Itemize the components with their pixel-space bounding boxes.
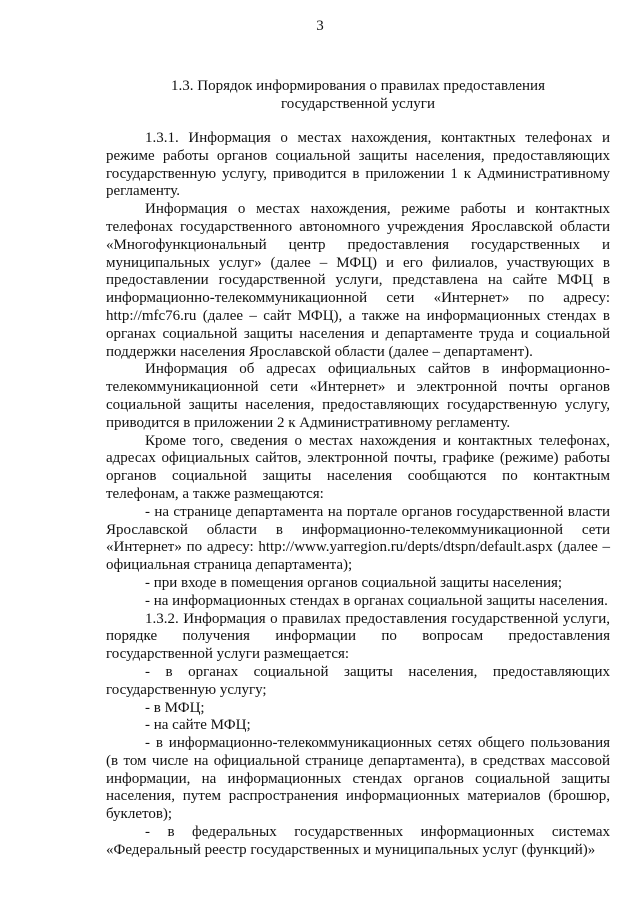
list-item-social-protection-bodies: - в органах социальной защиты населения, предоставляющих государственную услугу; xyxy=(106,663,610,698)
paragraph-additional-info: Кроме того, сведения о местах нахождения и контактных телефонах, адресах официальных сайтов, электронной почты, графике (режиме) работы органов социальной защиты населения сообщаются по контактным телефонам, а также размещаются: xyxy=(106,432,610,502)
list-item-info-stands: - на информационных стендах в органах социальной защиты населения. xyxy=(145,592,608,609)
page-number: 3 xyxy=(316,18,324,34)
list-item-premises-entrance: - при входе в помещения органов социальной защиты населения; xyxy=(145,574,563,591)
paragraph-websites-info: Информация об адресах официальных сайтов в информационно-телекоммуникационной сети «Интернет» и электронной почты органов социальной защиты населения, предоставляющих государственную услугу, приводится в приложении 2 к Административному регламенту. xyxy=(106,361,610,431)
list-item-public-networks: - в информационно-телекоммуникационных сетях общего пользования (в том числе на официальной странице департамента), в средствах массовой информации, на информационных стендах органов социальной защиты населения, путем распространения информационных материалов (брошюр, буклетов); xyxy=(106,735,610,823)
section-title-line-1: 1.3. Порядок информирования о правилах предоставления xyxy=(171,78,545,94)
list-item-mfc-site: - на сайте МФЦ; xyxy=(145,717,251,734)
list-item-mfc: - в МФЦ; xyxy=(145,699,205,716)
paragraph-mfc-info: Информация о местах нахождения, режиме работы и контактных телефонах государственного автономного учреждения Ярославской области «Многофункциональный центр предоставления государственных и муниципальных услуг» (далее – МФЦ) и его филиалов, участвующих в предоставлении государственной услуги, представлена на сайте МФЦ в информационно-телекоммуникационной сети «Интернет» по адресу: http://mfc76.ru (далее – сайт МФЦ), а также на информационных стендах в органах социальной защиты населения и департаменте труда и социальной поддержки населения Ярославской области (далее – департамент). xyxy=(106,201,610,360)
list-item-department-page: - на странице департамента на портале органов государственной власти Ярославской области в информационно-телекоммуникационной сети «Интернет» по адресу: http://www.yarregion.ru/depts/dtspn/default.aspx (далее – официальная страница департамента); xyxy=(106,503,610,574)
section-title xyxy=(106,78,610,113)
paragraph-1-3-2: 1.3.2. Информация о правилах предоставления государственной услуги, порядке получения информации по вопросам предоставления государственной услуги размещается: xyxy=(106,610,610,663)
paragraph-1-3-1: 1.3.1. Информация о местах нахождения, контактных телефонах и режиме работы органов социальной защиты населения, предоставляющих государственную услугу, приводится в приложении 1 к Административному регламенту. xyxy=(106,130,610,200)
list-item-federal-systems: - в федеральных государственных информационных системах «Федеральный реестр государственных и муниципальных услуг (функций)» xyxy=(106,824,610,858)
document-body xyxy=(106,130,610,860)
section-title-line-2: государственной услуги xyxy=(281,95,435,112)
